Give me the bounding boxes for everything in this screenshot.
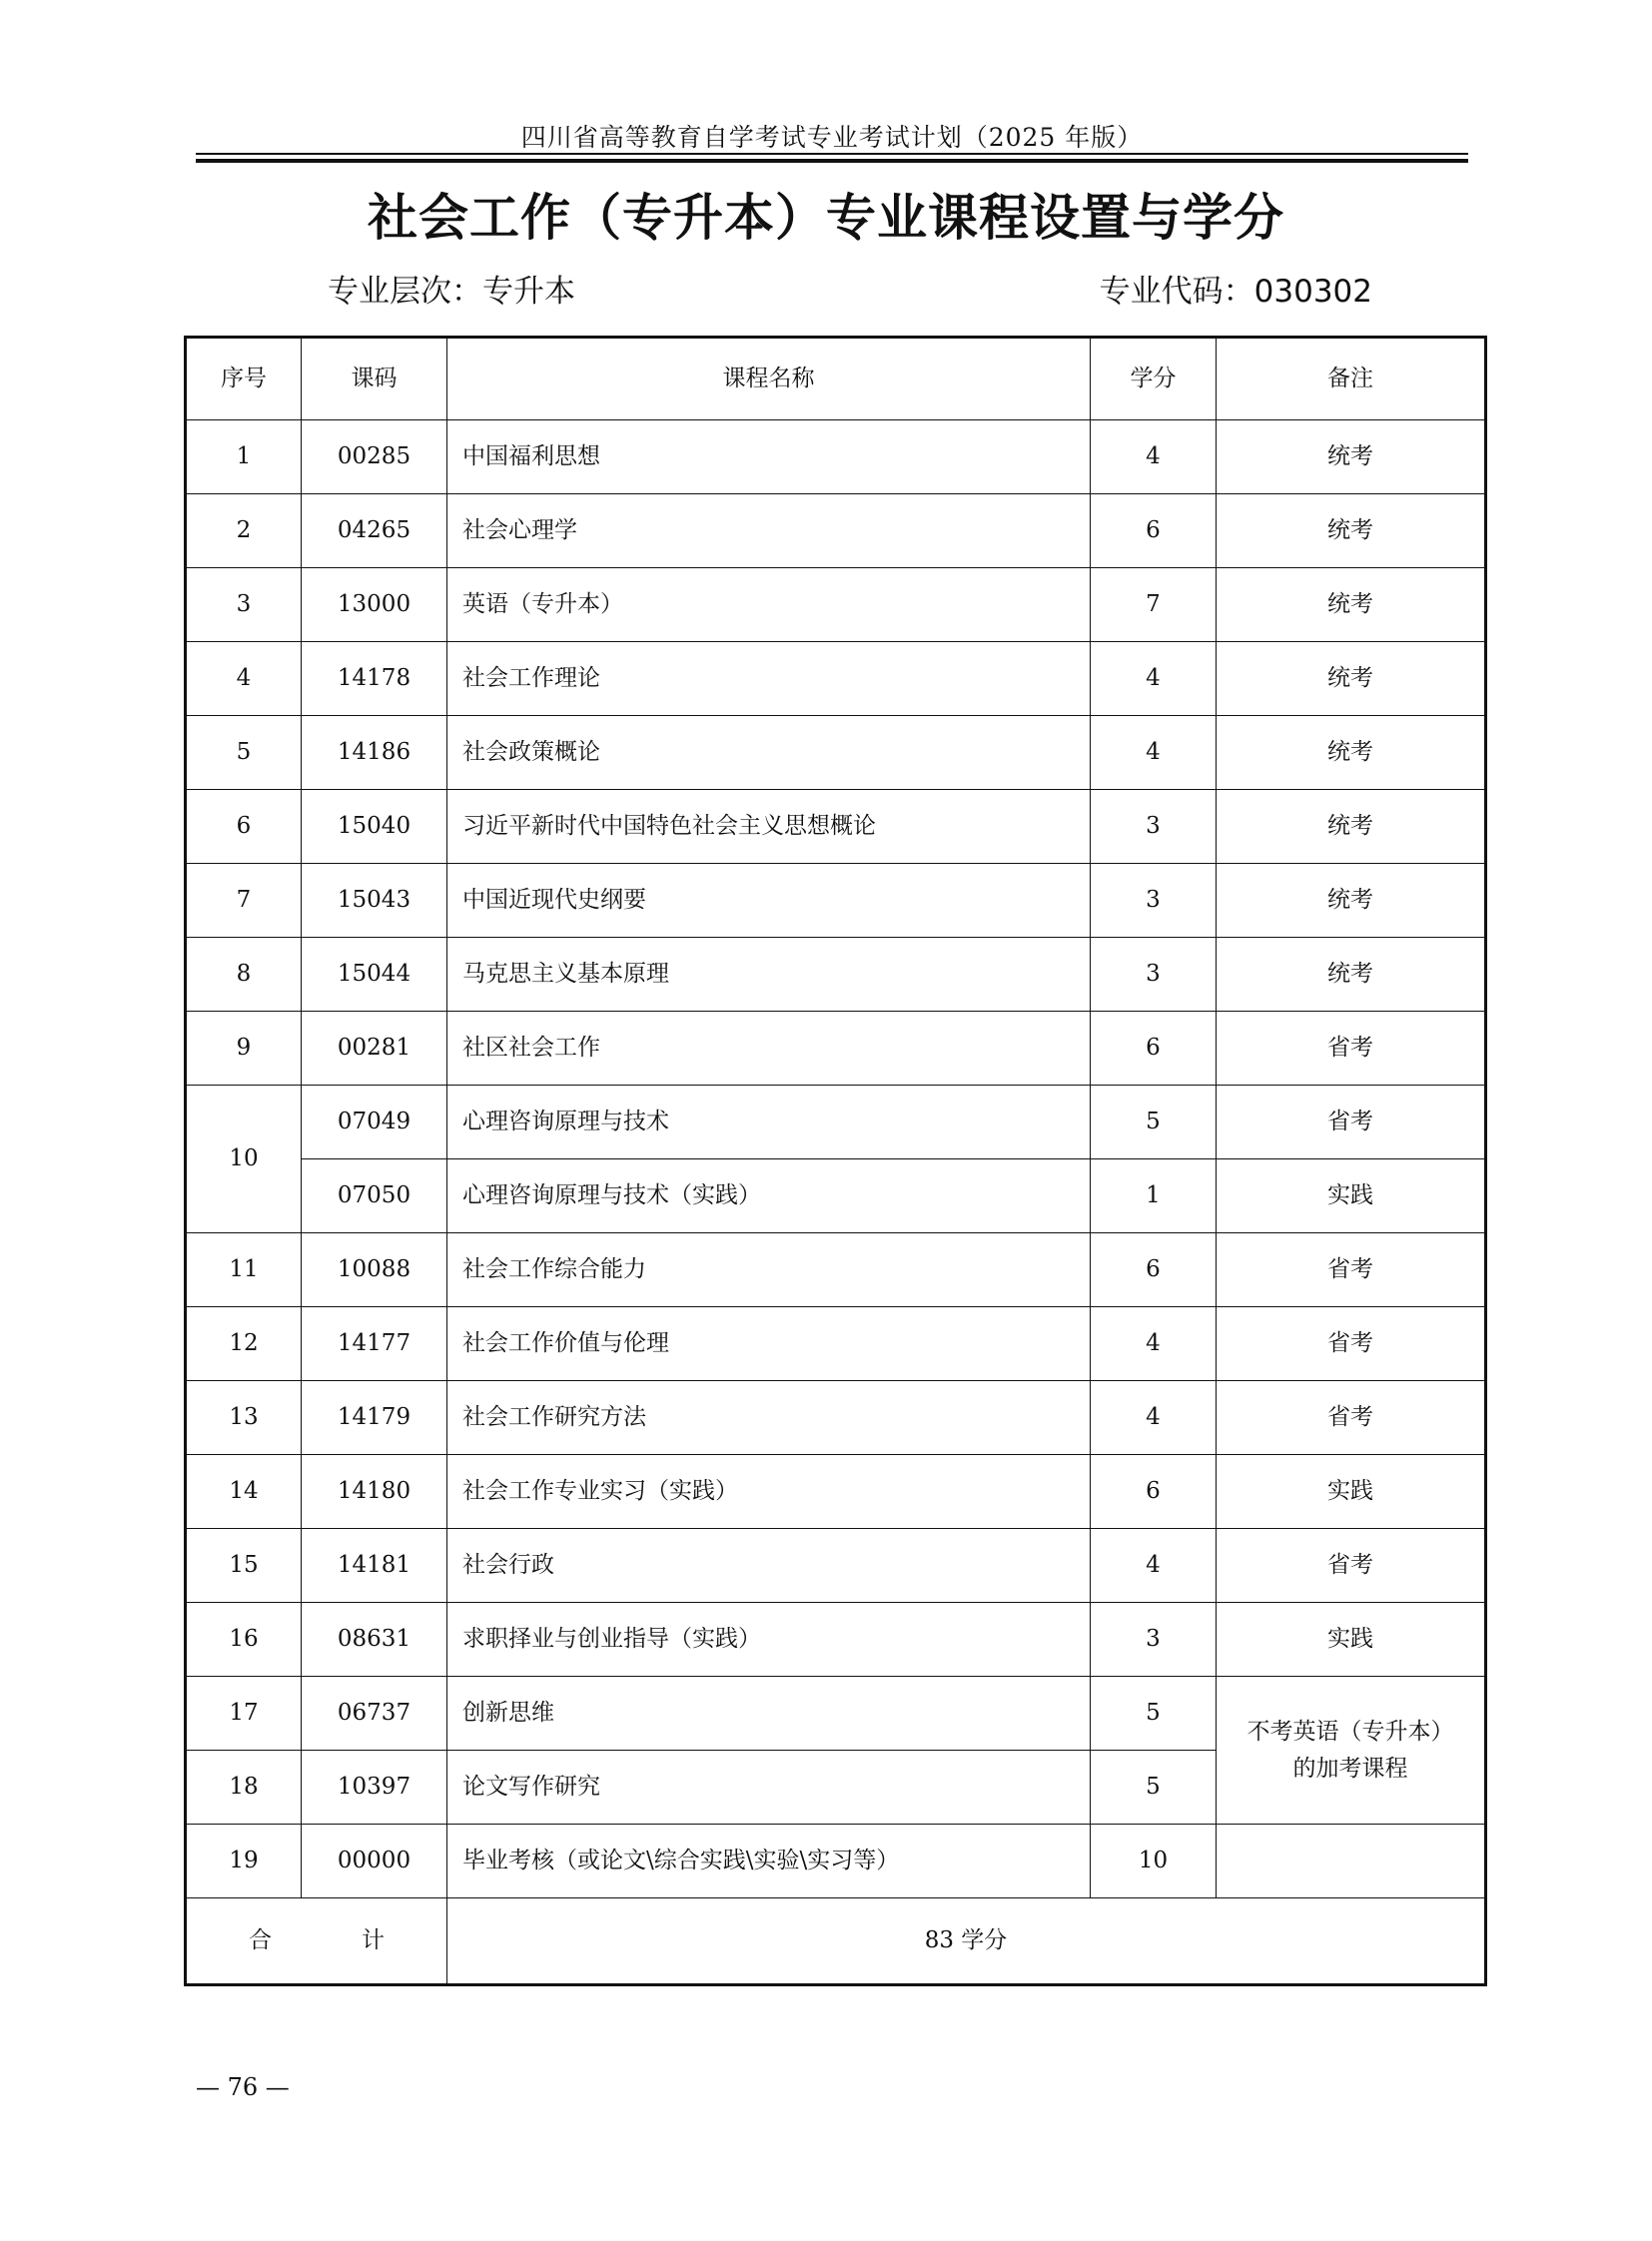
cell-index: 1 xyxy=(186,420,302,494)
cell-note: 省考 xyxy=(1217,1233,1486,1307)
cell-note: 省考 xyxy=(1217,1381,1486,1455)
cell-code: 14181 xyxy=(302,1529,447,1603)
cell-credit: 3 xyxy=(1091,864,1217,938)
cell-credit: 4 xyxy=(1091,1381,1217,1455)
cell-note: 统考 xyxy=(1217,568,1486,642)
cell-code: 15040 xyxy=(302,790,447,864)
cell-credit: 5 xyxy=(1091,1086,1217,1159)
cell-credit: 3 xyxy=(1091,1603,1217,1677)
table-row xyxy=(186,642,1486,716)
major-code: 专业代码：030302 xyxy=(1099,274,1372,310)
cell-credit: 4 xyxy=(1091,716,1217,790)
cell-index: 12 xyxy=(186,1307,302,1381)
cell-credit: 4 xyxy=(1091,1529,1217,1603)
page-title: 社会工作（专升本）专业课程设置与学分 xyxy=(368,189,1284,247)
cell-name: 社会工作专业实习（实践） xyxy=(447,1455,1091,1529)
cell-code: 14186 xyxy=(302,716,447,790)
header-note: 备注 xyxy=(1217,338,1486,420)
total-row xyxy=(186,1898,1486,1985)
cell-code: 14177 xyxy=(302,1307,447,1381)
cell-index: 3 xyxy=(186,568,302,642)
cell-credit: 7 xyxy=(1091,568,1217,642)
cell-name: 社区社会工作 xyxy=(447,1012,1091,1086)
cell-index: 9 xyxy=(186,1012,302,1086)
cell-code: 00000 xyxy=(302,1825,447,1898)
cell-index: 17 xyxy=(186,1677,302,1751)
cell-index: 16 xyxy=(186,1603,302,1677)
table-row xyxy=(186,494,1486,568)
cell-note: 统考 xyxy=(1217,790,1486,864)
header-code: 课码 xyxy=(302,338,447,420)
cell-name: 社会心理学 xyxy=(447,494,1091,568)
cell-name: 社会工作综合能力 xyxy=(447,1233,1091,1307)
major-level: 专业层次：专升本 xyxy=(328,274,575,310)
cell-code: 15044 xyxy=(302,938,447,1012)
cell-note: 实践 xyxy=(1217,1159,1486,1233)
table-row xyxy=(186,1603,1486,1677)
cell-code: 10088 xyxy=(302,1233,447,1307)
cell-name: 社会工作理论 xyxy=(447,642,1091,716)
cell-name: 中国福利思想 xyxy=(447,420,1091,494)
total-label-part: 合 xyxy=(249,1927,272,1954)
cell-credit: 5 xyxy=(1091,1677,1217,1751)
cell-index: 6 xyxy=(186,790,302,864)
cell-code: 14180 xyxy=(302,1455,447,1529)
cell-index: 14 xyxy=(186,1455,302,1529)
cell-index: 13 xyxy=(186,1381,302,1455)
course-table xyxy=(184,336,1487,1986)
cell-code: 13000 xyxy=(302,568,447,642)
header-rule-thick xyxy=(196,159,1468,163)
cell-credit: 4 xyxy=(1091,1307,1217,1381)
cell-index: 10 xyxy=(186,1086,302,1233)
cell-index: 4 xyxy=(186,642,302,716)
cell-credit: 6 xyxy=(1091,1012,1217,1086)
cell-note xyxy=(1217,1825,1486,1898)
cell-index: 19 xyxy=(186,1825,302,1898)
table-row xyxy=(186,716,1486,790)
total-label-part: 计 xyxy=(362,1927,385,1954)
cell-note: 实践 xyxy=(1217,1455,1486,1529)
cell-note-extra-courses xyxy=(1217,1677,1486,1825)
cell-index: 7 xyxy=(186,864,302,938)
table-row xyxy=(186,1381,1486,1455)
cell-note: 统考 xyxy=(1217,716,1486,790)
cell-name: 求职择业与创业指导（实践） xyxy=(447,1603,1091,1677)
table-header-row xyxy=(186,338,1486,420)
cell-index: 8 xyxy=(186,938,302,1012)
total-value: 83 学分 xyxy=(447,1898,1486,1985)
table-row xyxy=(186,1159,1486,1233)
cell-note: 实践 xyxy=(1217,1603,1486,1677)
cell-name: 习近平新时代中国特色社会主义思想概论 xyxy=(447,790,1091,864)
cell-index: 15 xyxy=(186,1529,302,1603)
cell-code: 04265 xyxy=(302,494,447,568)
header-name: 课程名称 xyxy=(447,338,1091,420)
cell-note: 统考 xyxy=(1217,938,1486,1012)
cell-code: 06737 xyxy=(302,1677,447,1751)
cell-name: 社会政策概论 xyxy=(447,716,1091,790)
cell-note: 统考 xyxy=(1217,864,1486,938)
cell-note: 省考 xyxy=(1217,1086,1486,1159)
cell-name: 心理咨询原理与技术 xyxy=(447,1086,1091,1159)
cell-credit: 10 xyxy=(1091,1825,1217,1898)
cell-index: 18 xyxy=(186,1751,302,1825)
cell-name: 英语（专升本） xyxy=(447,568,1091,642)
table-row xyxy=(186,420,1486,494)
header-credit: 学分 xyxy=(1091,338,1217,420)
table-row xyxy=(186,790,1486,864)
table-row xyxy=(186,1233,1486,1307)
cell-credit: 6 xyxy=(1091,1455,1217,1529)
cell-credit: 6 xyxy=(1091,494,1217,568)
cell-note: 统考 xyxy=(1217,494,1486,568)
table-row xyxy=(186,1455,1486,1529)
cell-name: 社会行政 xyxy=(447,1529,1091,1603)
cell-credit: 5 xyxy=(1091,1751,1217,1825)
extra-note-line: 的加考课程 xyxy=(1292,1755,1408,1782)
header-index: 序号 xyxy=(186,338,302,420)
table-row xyxy=(186,1529,1486,1603)
cell-code: 14178 xyxy=(302,642,447,716)
cell-code: 00281 xyxy=(302,1012,447,1086)
cell-code: 00285 xyxy=(302,420,447,494)
cell-index: 2 xyxy=(186,494,302,568)
cell-name: 论文写作研究 xyxy=(447,1751,1091,1825)
total-label xyxy=(186,1898,447,1985)
cell-note: 省考 xyxy=(1217,1012,1486,1086)
cell-name: 社会工作价值与伦理 xyxy=(447,1307,1091,1381)
cell-credit: 4 xyxy=(1091,420,1217,494)
page-number: — 76 — xyxy=(196,2073,290,2101)
cell-name: 马克思主义基本原理 xyxy=(447,938,1091,1012)
cell-credit: 6 xyxy=(1091,1233,1217,1307)
running-header: 四川省高等教育自学考试专业考试计划（2025 年版） xyxy=(520,123,1144,152)
cell-name: 创新思维 xyxy=(447,1677,1091,1751)
cell-note: 统考 xyxy=(1217,642,1486,716)
cell-name: 中国近现代史纲要 xyxy=(447,864,1091,938)
cell-code: 15043 xyxy=(302,864,447,938)
cell-note: 统考 xyxy=(1217,420,1486,494)
table-row xyxy=(186,1012,1486,1086)
cell-index: 11 xyxy=(186,1233,302,1307)
cell-credit: 3 xyxy=(1091,938,1217,1012)
cell-name: 心理咨询原理与技术（实践） xyxy=(447,1159,1091,1233)
cell-code: 08631 xyxy=(302,1603,447,1677)
cell-code: 07049 xyxy=(302,1086,447,1159)
header-rule-thin xyxy=(196,153,1468,155)
cell-name: 社会工作研究方法 xyxy=(447,1381,1091,1455)
cell-code: 14179 xyxy=(302,1381,447,1455)
cell-code: 07050 xyxy=(302,1159,447,1233)
cell-index: 5 xyxy=(186,716,302,790)
cell-credit: 3 xyxy=(1091,790,1217,864)
cell-name: 毕业考核（或论文\综合实践\实验\实习等） xyxy=(447,1825,1091,1898)
table-row xyxy=(186,864,1486,938)
table-row xyxy=(186,1677,1486,1751)
cell-credit: 1 xyxy=(1091,1159,1217,1233)
cell-note: 省考 xyxy=(1217,1307,1486,1381)
cell-credit: 4 xyxy=(1091,642,1217,716)
table-row xyxy=(186,568,1486,642)
table-row xyxy=(186,938,1486,1012)
extra-note-line: 不考英语（专升本） xyxy=(1246,1718,1454,1745)
cell-note: 省考 xyxy=(1217,1529,1486,1603)
table-row xyxy=(186,1086,1486,1159)
table-row xyxy=(186,1307,1486,1381)
cell-code: 10397 xyxy=(302,1751,447,1825)
table-row xyxy=(186,1825,1486,1898)
